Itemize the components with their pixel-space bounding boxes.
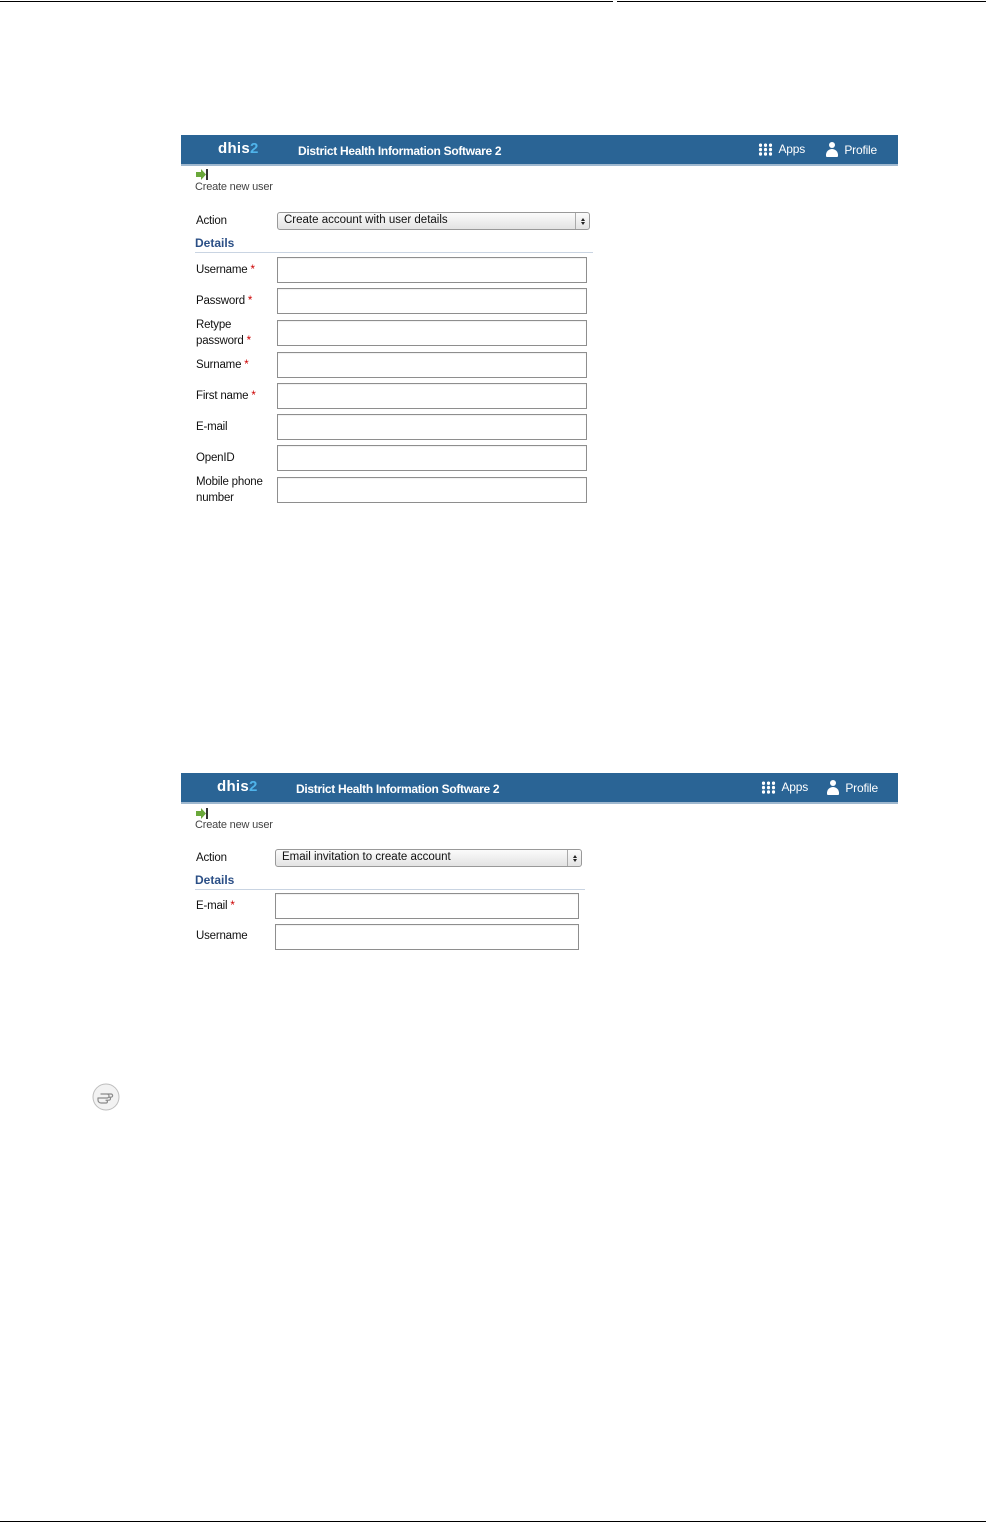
field-label: E-mail * [196, 900, 235, 912]
page-title: Create new user [195, 181, 273, 193]
apps-label: Apps [781, 780, 808, 794]
profile-button[interactable] [826, 780, 878, 795]
action-label: Action [196, 852, 227, 864]
page-bottom-rule [0, 1521, 986, 1522]
screenshot-create-account [181, 135, 898, 507]
app-title: District Health Information Software 2 [296, 782, 500, 796]
app-header [181, 135, 898, 166]
back-arrow-icon[interactable] [196, 169, 208, 180]
screenshot-email-invitation [181, 773, 898, 953]
apps-button[interactable] [761, 780, 808, 794]
page-top-rule-left [0, 1, 613, 2]
email-input[interactable] [277, 414, 587, 440]
surname-input[interactable] [277, 352, 587, 378]
field-label: E-mail [196, 421, 228, 433]
dhis2-logo[interactable]: dhis2 [217, 778, 258, 795]
openid-input[interactable] [277, 445, 587, 471]
field-label: Username [196, 930, 248, 942]
back-arrow-icon[interactable] [196, 808, 208, 819]
dhis2-logo[interactable]: dhis2 [218, 140, 259, 157]
email-input[interactable] [275, 893, 579, 919]
password-input[interactable] [277, 288, 587, 314]
app-header [181, 773, 898, 804]
profile-label: Profile [845, 780, 878, 795]
first-name-input[interactable] [277, 383, 587, 409]
required-marker: * [230, 900, 235, 912]
app-title: District Health Information Software 2 [298, 144, 502, 158]
action-select-value: Email invitation to create account [282, 851, 451, 863]
action-label: Action [196, 215, 227, 227]
action-select[interactable] [275, 849, 582, 867]
note-hand-icon [92, 1083, 120, 1111]
profile-label: Profile [844, 142, 877, 157]
select-arrows-icon [567, 850, 581, 866]
retype-password-input[interactable] [277, 320, 587, 346]
mobile-phone-input[interactable] [277, 477, 587, 503]
required-marker: * [251, 390, 256, 402]
section-details: Details [195, 873, 585, 890]
username-input[interactable] [277, 257, 587, 283]
required-marker: * [247, 295, 253, 307]
field-label: Password * [196, 295, 253, 307]
user-icon [825, 142, 839, 157]
action-select[interactable] [277, 212, 590, 230]
user-icon [826, 780, 840, 795]
required-marker: * [246, 335, 251, 347]
profile-button[interactable] [825, 142, 877, 157]
field-label: Username * [196, 264, 255, 276]
field-label: First name * [196, 390, 256, 402]
select-arrows-icon [575, 213, 589, 229]
section-details: Details [195, 236, 593, 253]
apps-grid-icon [758, 143, 773, 156]
field-label: OpenID [196, 452, 235, 464]
required-marker: * [250, 264, 255, 276]
field-label: Retype password * [196, 319, 251, 347]
field-label: Mobile phone number [196, 476, 263, 504]
action-select-value: Create account with user details [284, 214, 448, 226]
apps-button[interactable] [758, 142, 805, 156]
field-label: Surname * [196, 359, 249, 371]
page-top-rule-right [617, 1, 986, 2]
apps-grid-icon [761, 781, 776, 794]
username-input[interactable] [275, 924, 579, 950]
apps-label: Apps [778, 142, 805, 156]
required-marker: * [244, 359, 249, 371]
page-title: Create new user [195, 819, 273, 831]
